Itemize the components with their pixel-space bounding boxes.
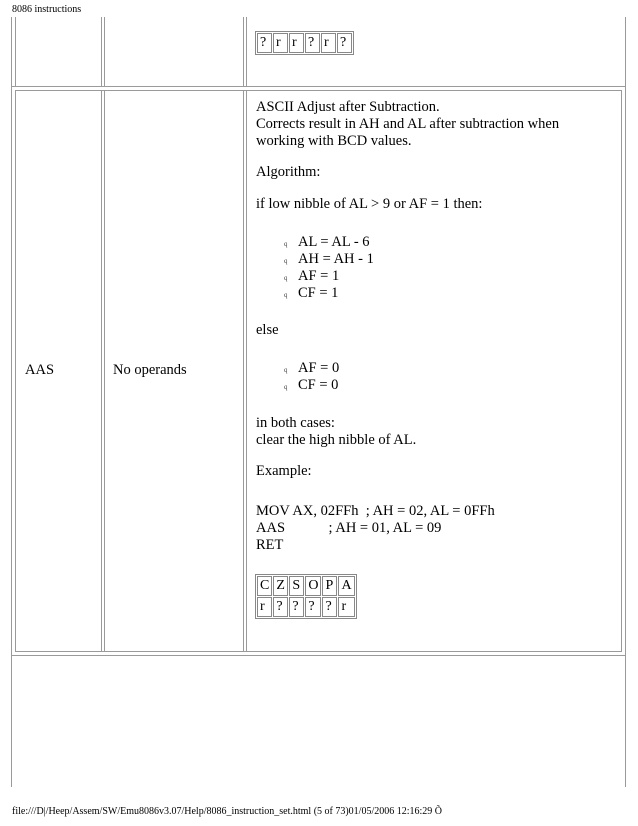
then-step: AL = AL - 6 <box>298 234 370 250</box>
bullet-icon: q <box>284 240 288 248</box>
row-cell-div1 <box>101 90 102 652</box>
flag-name: O <box>305 576 321 596</box>
flag-value: ? <box>305 597 321 617</box>
row-separator-bottom-outer <box>11 655 626 656</box>
bullet-icon: q <box>284 291 288 299</box>
previous-flags-table <box>255 31 354 55</box>
bullet-icon: q <box>284 257 288 265</box>
row-cell-div1b <box>104 90 105 652</box>
col-divider-1b <box>104 17 105 87</box>
col-divider-2 <box>243 17 244 87</box>
flag-value: ? <box>289 597 304 617</box>
algorithm-label: Algorithm: <box>256 164 321 180</box>
row-separator-bottom <box>15 651 622 652</box>
both-cases-line-2: clear the high nibble of AL. <box>256 432 417 448</box>
row-separator-top-inner <box>15 90 622 91</box>
description-line-3: working with BCD values. <box>256 133 412 149</box>
flag-name: S <box>289 576 304 596</box>
else-label: else <box>256 322 279 338</box>
flags-names-row <box>257 576 355 596</box>
description-line-1: ASCII Adjust after Subtraction. <box>256 99 440 115</box>
col-divider-2b <box>246 17 247 87</box>
then-step: AH = AH - 1 <box>298 251 374 267</box>
flags-values-row <box>257 597 355 617</box>
table-border-left <box>11 17 12 787</box>
flag-name: P <box>322 576 337 596</box>
algorithm-condition: if low nibble of AL > 9 or AF = 1 then: <box>256 196 483 212</box>
flag-name: C <box>257 576 272 596</box>
flag-value: r <box>321 33 336 53</box>
row-separator-top <box>11 86 626 87</box>
page-header-title: 8086 instructions <box>12 4 82 15</box>
then-step: CF = 1 <box>298 285 339 301</box>
flag-value: ? <box>322 597 337 617</box>
col-divider-1 <box>101 17 102 87</box>
flag-value: ? <box>305 33 320 53</box>
table-border-right <box>625 17 626 787</box>
flag-value: r <box>257 597 272 617</box>
instruction-operands: No operands <box>113 362 187 378</box>
else-step: AF = 0 <box>298 360 340 376</box>
flags-values-row <box>257 33 352 53</box>
then-step: AF = 1 <box>298 268 340 284</box>
flag-value: r <box>273 33 288 53</box>
instruction-name: AAS <box>25 362 55 378</box>
flag-name: A <box>338 576 354 596</box>
both-cases-line-1: in both cases: <box>256 415 335 431</box>
row-cell-div2b <box>246 90 247 652</box>
flag-value: ? <box>257 33 272 53</box>
flag-name: Z <box>273 576 288 596</box>
row-cell-right <box>621 90 622 652</box>
row-cell-div2 <box>243 90 244 652</box>
description-line-2: Corrects result in AH and AL after subtraction when <box>256 116 560 132</box>
bullet-icon: q <box>284 366 288 374</box>
else-step: CF = 0 <box>298 377 339 393</box>
aas-flags-table <box>255 574 357 619</box>
flag-value: ? <box>337 33 352 53</box>
example-label: Example: <box>256 463 312 479</box>
page-footer-url: file:///D|/Heep/Assem/SW/Emu8086v3.07/Help/8086_instruction_set.html (5 of 73)01/05/2006 12:16:29 Õ <box>12 806 443 817</box>
row-cell-left <box>15 90 16 652</box>
flag-value: r <box>289 33 304 53</box>
table-border-left-inner <box>15 17 16 87</box>
bullet-icon: q <box>284 383 288 391</box>
code-line: RET <box>256 537 284 553</box>
bullet-icon: q <box>284 274 288 282</box>
flag-value: r <box>338 597 354 617</box>
flag-value: ? <box>273 597 288 617</box>
code-line: AAS ; AH = 01, AL = 09 <box>256 520 442 536</box>
code-line: MOV AX, 02FFh ; AH = 02, AL = 0FFh <box>256 503 495 519</box>
